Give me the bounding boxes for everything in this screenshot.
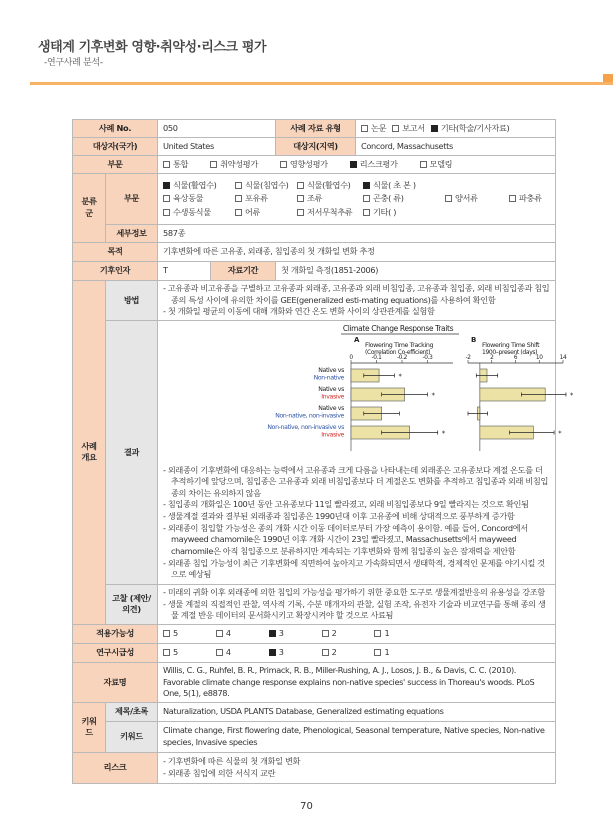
checkbox-option-label: 2 xyxy=(331,647,337,658)
label-target-region: 대상지(지역) xyxy=(276,138,356,156)
checkbox-option xyxy=(392,123,425,135)
checkbox-option xyxy=(297,180,363,192)
bullet-text: 첫 개화일 평균의 이동에 대해 개화와 연간 온도 변화 사이의 상관관계를 실험함 xyxy=(167,306,435,317)
checkbox-option xyxy=(445,180,509,192)
label-result: 결과 xyxy=(106,320,158,584)
bullet-item xyxy=(163,523,550,558)
document-header-subtitle: -연구사례 분석- xyxy=(44,58,103,68)
checkbox-option-label: 식물(활엽수) xyxy=(307,179,351,190)
label-applicability: 적용가능성 xyxy=(73,624,158,643)
x-tick-label: 10 xyxy=(535,354,543,361)
checked-box-icon xyxy=(350,161,357,168)
checkbox-option-label: 저서무척추류 xyxy=(307,206,353,217)
document-header-title: 생태계 기후변화 영향·취약성·리스크 평가 xyxy=(38,40,267,55)
label-target-country: 대상자(국가) xyxy=(73,138,158,156)
checkbox-option xyxy=(163,180,235,192)
unchecked-box-icon xyxy=(322,630,329,637)
significance-marker: * xyxy=(441,429,445,438)
significance-marker: * xyxy=(569,391,573,400)
bullet-dash: - xyxy=(163,511,168,522)
header-rule xyxy=(30,82,613,85)
x-tick-label: 2 xyxy=(490,354,494,361)
checkbox-option-label: 3 xyxy=(278,628,284,639)
checkbox-option xyxy=(216,647,231,659)
checkbox-option-label: 통합 xyxy=(173,158,189,169)
checkbox-option xyxy=(269,647,284,659)
bullet-item xyxy=(163,587,550,599)
label-discussion-text: 고찰 (제안/의견) xyxy=(112,592,151,615)
checkbox-option xyxy=(431,123,510,135)
checkbox-option-label: 4 xyxy=(225,628,231,639)
unchecked-box-icon xyxy=(210,161,217,168)
checkbox-option xyxy=(322,647,337,659)
bullet-text: 외래종 침입 가능성이 최근 기후변화에 직면하여 높아지고 가속화되면서 생태학적, 경제적인 문제를 야기시킬 것으로 예상됨 xyxy=(167,557,545,580)
checkbox-option xyxy=(509,180,559,192)
bullet-text: 외래종이 기후변화에 대응하는 능력에서 고유종과 크게 다름을 나타내는데 외래종은 고유종보다 계절 온도를 더 추적하기에 앞당으며, 침입종은 고유종과 외래 비침입종보다 더 계절온도 변화를 추적하고 침입종과 외래 비침입종의 차이는 유의하지 않음 xyxy=(167,464,549,498)
case-table xyxy=(72,119,573,784)
bullet-item xyxy=(163,599,550,622)
significance-marker: * xyxy=(558,429,562,438)
unchecked-box-icon xyxy=(163,195,170,202)
category-label-line: Native vs xyxy=(318,404,344,412)
panel-title: Flowering Time Tracking xyxy=(365,341,434,349)
checkbox-option xyxy=(216,628,231,640)
label-reference: 자료명 xyxy=(73,662,158,702)
label-sector: 부문 xyxy=(73,156,158,174)
classification-options xyxy=(158,174,556,225)
checkbox-option xyxy=(235,193,297,205)
label-classification: 분류군 xyxy=(73,174,106,243)
checkbox-option-label: 식물(침엽수) xyxy=(245,179,289,190)
bullet-dash: - xyxy=(163,598,168,609)
checkbox-option-label: 어류 xyxy=(245,206,261,217)
bullet-text: 생물계절 결과와 결부된 외래종과 침입종은 1990년대 이후 고유종에 비해 상대적으로 풍부하게 증가함 xyxy=(167,511,515,522)
panel-letter: A xyxy=(354,335,360,344)
checkbox-option xyxy=(163,207,235,219)
urgency-options xyxy=(158,643,556,662)
bullet-item xyxy=(163,756,550,768)
label-case-no: 사례 No. xyxy=(73,120,158,138)
checkbox-option xyxy=(235,207,297,219)
target-region-value: Concord, Massachusetts xyxy=(356,138,556,156)
bullet-item xyxy=(163,558,550,581)
bullet-text: 미래의 귀화 이후 외래종에 의한 침입의 가능성을 평가하기 위한 중요한 도구로 생물계절반응의 유용성을 강조함 xyxy=(167,586,545,597)
checkbox-option-label: 리스크평가 xyxy=(359,158,398,169)
label-risk: 리스크 xyxy=(73,752,158,783)
checkbox-option-label: 논문 xyxy=(371,122,387,133)
unchecked-box-icon xyxy=(374,649,381,656)
checkbox-option-label: 영향성평가 xyxy=(289,158,328,169)
climate-factor-value: T xyxy=(158,262,211,281)
checkbox-option-label: 보고서 xyxy=(402,122,425,133)
checkbox-option xyxy=(363,180,445,192)
unchecked-box-icon xyxy=(235,182,242,189)
checkbox-option-label: 곤충( 류) xyxy=(373,193,404,204)
x-tick-label: -2 xyxy=(465,354,471,361)
bullet-text: 외래종 침입에 의한 서식지 교란 xyxy=(167,767,276,778)
unchecked-box-icon xyxy=(163,649,170,656)
category-label-line: Invasive xyxy=(321,393,344,401)
checkbox-option xyxy=(163,647,178,659)
checkbox-option-label: 조류 xyxy=(307,193,323,204)
unchecked-box-icon xyxy=(297,209,304,216)
checkbox-option-label: 3 xyxy=(278,647,284,658)
bullet-item xyxy=(163,499,550,511)
detail-value: 587종 xyxy=(158,225,556,243)
case-no-value: 050 xyxy=(158,120,276,138)
unchecked-box-icon xyxy=(392,125,399,132)
checkbox-option xyxy=(350,159,398,171)
checkbox-option xyxy=(163,628,178,640)
checkbox-option-label: 식물(활엽수) xyxy=(173,179,217,190)
label-case-summary: 사례 개요 xyxy=(73,281,106,625)
page-number: 70 xyxy=(300,801,313,812)
applicability-options xyxy=(158,624,556,643)
checkbox-option-label: 1 xyxy=(384,647,390,658)
checkbox-option-label: 기타(학술/기사자료) xyxy=(440,122,510,133)
unchecked-box-icon xyxy=(235,195,242,202)
checkbox-option xyxy=(363,193,445,205)
checkbox-option xyxy=(445,193,509,205)
bullet-dash: - xyxy=(163,306,168,317)
risk-content xyxy=(158,752,556,783)
sector-options xyxy=(158,156,556,174)
bullet-item xyxy=(163,465,550,500)
unchecked-box-icon xyxy=(235,209,242,216)
checkbox-option-label: 육상동물 xyxy=(173,193,204,204)
checkbox-option-label: 5 xyxy=(173,628,178,639)
checked-box-icon xyxy=(163,182,170,189)
unchecked-box-icon xyxy=(297,182,304,189)
label-class-sector: 부문 xyxy=(106,174,158,225)
bullet-dash: - xyxy=(163,522,168,533)
checkbox-option xyxy=(509,193,559,205)
label-climate-factor: 기후인자 xyxy=(73,262,158,281)
bullet-item xyxy=(163,511,550,523)
checkbox-option-label: 수생동식물 xyxy=(173,206,211,217)
checkbox-option xyxy=(361,123,386,135)
unchecked-box-icon xyxy=(322,649,329,656)
bullet-text: 외래종이 침입할 가능성은 종의 개화 시간 이동 데이터로부터 가장 예측이 용이함. 예를 들어, Concord에서 mayweed chamomile은 1990년 이후 개화 시간이 23일 빨라졌고, Massachusetts에서 mayweed chamomile은 아직 침입종으로 분류하지만 계속되는 기후변화와 함께 침입종의 높은 잠재력을 제안함 xyxy=(167,522,528,557)
checkbox-option xyxy=(269,628,284,640)
category-label-line: Non-native, non-invasive xyxy=(275,412,344,420)
bullet-item xyxy=(163,306,550,318)
panel-title: Flowering Time Shift xyxy=(482,341,540,349)
method-content xyxy=(158,281,556,321)
x-tick-label: 6 xyxy=(513,354,518,361)
keywords-value: Climate change, First flowering date, Phenological, Seasonal temperature, Native species, Non-native species, Invasive species xyxy=(158,721,556,752)
panel-letter: B xyxy=(471,335,476,344)
x-tick-label: 14 xyxy=(559,354,567,361)
unchecked-box-icon xyxy=(216,649,223,656)
bullet-text: 침입종의 개화일은 100년 동안 고유종보다 11일 빨라졌고, 외래 비침입종보다 9일 빨라지는 것으로 확인됨 xyxy=(167,499,529,510)
label-detail: 세부정보 xyxy=(106,225,158,243)
unchecked-box-icon xyxy=(280,161,287,168)
bullet-item xyxy=(163,283,550,306)
x-tick-label: 0 xyxy=(349,354,353,361)
checkbox-option xyxy=(163,159,188,171)
checkbox-option xyxy=(235,180,297,192)
bullet-dash: - xyxy=(163,283,168,293)
checkbox-option-label: 4 xyxy=(225,647,231,658)
category-label-line: Invasive xyxy=(321,431,344,439)
checkbox-option-label: 2 xyxy=(331,628,337,639)
climate-response-chart xyxy=(163,323,573,455)
checkbox-option-label: 5 xyxy=(173,647,178,658)
bullet-dash: - xyxy=(163,464,168,475)
checkbox-option-label: 양서류 xyxy=(455,193,478,204)
category-label-line: Non-native xyxy=(313,374,344,382)
category-label-line: Native vs xyxy=(318,366,344,374)
unchecked-box-icon xyxy=(374,630,381,637)
checked-box-icon xyxy=(269,649,276,656)
unchecked-box-icon xyxy=(363,209,370,216)
significance-marker: * xyxy=(398,372,402,381)
checked-box-icon xyxy=(363,182,370,189)
label-data-period: 자료기간 xyxy=(211,262,276,281)
checkbox-option-label: 모델링 xyxy=(429,158,453,169)
bullet-text: 생물 계절의 직접적인 관찰, 역사적 기록, 수분 매개자의 관찰, 실험 조작, 유전자 기술과 비교연구를 통해 종의 생물 계절 반응 데이터의 문서화시키고 확장시켜야 할 것으로 사료됨 xyxy=(167,598,546,621)
checkbox-option-label: 포유류 xyxy=(245,193,268,204)
x-tick-label: -0.2 xyxy=(397,354,407,361)
panel-subtitle: (Correlation Co-efficient) xyxy=(365,348,431,356)
unchecked-box-icon xyxy=(420,161,427,168)
checkbox-option xyxy=(297,207,363,219)
checkbox-option-label: 기타( ) xyxy=(373,206,397,217)
bullet-dash: - xyxy=(163,557,168,568)
label-keyword: 키워드 xyxy=(73,702,106,752)
x-tick-label: -0.3 xyxy=(422,354,433,361)
result-content xyxy=(158,320,573,584)
figure-container xyxy=(163,321,573,465)
bullet-dash: - xyxy=(163,586,168,597)
keyword-title-value: Naturalization, USDA PLANTS Database, Generalized estimating equations xyxy=(158,702,556,721)
reference-value: Willis, C. G., Ruhfel, B. R., Primack, R. B., Miller-Rushing, A. J., Losos, J. B., & Davis, C. C. (2010). Favorable climate change response explains non-native species' success in Thoreau's woods. PLoS One, 5(1), e8878. xyxy=(158,662,556,702)
bullet-item xyxy=(163,768,550,780)
label-source-type: 사례 자료 유형 xyxy=(276,120,356,138)
checkbox-option-label: 취약성평가 xyxy=(220,158,258,169)
checkbox-option xyxy=(322,628,337,640)
discussion-content xyxy=(158,584,556,624)
label-discussion xyxy=(106,584,158,624)
checkbox-option-label: 1 xyxy=(384,628,390,639)
unchecked-box-icon xyxy=(163,209,170,216)
chart-title: Climate Change Response Traits xyxy=(342,323,454,333)
bullet-dash: - xyxy=(163,767,168,778)
label-method: 방법 xyxy=(106,281,158,321)
source-type-options xyxy=(356,120,556,138)
checkbox-option xyxy=(420,159,453,171)
checkbox-option xyxy=(297,193,363,205)
significance-marker: * xyxy=(431,391,435,400)
label-product-title: 제목/초록 xyxy=(106,702,158,721)
unchecked-box-icon xyxy=(163,161,170,168)
purpose-value: 기후변화에 따른 고유종, 외래종, 침입종의 첫 개화일 변화 추정 xyxy=(158,243,556,262)
panel-subtitle: 1900–present (days) xyxy=(482,348,538,356)
bullet-dash: - xyxy=(163,756,168,767)
checkbox-option xyxy=(210,159,258,171)
target-country-value: United States xyxy=(158,138,276,156)
label-urgency: 연구시급성 xyxy=(73,643,158,662)
data-period-value: 첫 개화일 측정(1851-2006) xyxy=(276,262,556,281)
checked-box-icon xyxy=(431,125,438,132)
unchecked-box-icon xyxy=(361,125,368,132)
unchecked-box-icon xyxy=(163,630,170,637)
bullet-dash: - xyxy=(163,499,168,510)
checkbox-option xyxy=(363,207,445,219)
checkbox-option xyxy=(280,159,328,171)
label-purpose: 목적 xyxy=(73,243,158,262)
checkbox-option xyxy=(163,193,235,205)
unchecked-box-icon xyxy=(509,195,516,202)
checked-box-icon xyxy=(269,630,276,637)
checkbox-option xyxy=(374,647,389,659)
checkbox-option xyxy=(374,628,389,640)
category-label-line: Native vs xyxy=(318,385,344,393)
checkbox-option-label: 식물( 초 본 ) xyxy=(373,179,416,190)
bullet-text: 기후변화에 따른 식물의 첫 개화일 변화 xyxy=(167,756,301,767)
unchecked-box-icon xyxy=(363,195,370,202)
x-tick-label: -0.1 xyxy=(371,354,382,361)
label-keywords: 키워드 xyxy=(106,721,158,752)
category-label-line: Non-native, non-invasive vs xyxy=(267,423,344,431)
unchecked-box-icon xyxy=(297,195,304,202)
checkbox-option-label: 파충류 xyxy=(519,193,542,204)
bullet-text: 고유종과 비고유종을 구별하고 고유종과 외래종, 고유종과 외래 비침입종, 고유종과 침입종, 외래 비침입종과 침입종의 특성 사이에 유의한 차이를 GEE(generalized esti-mating equations)를 사용하여 확인함 xyxy=(167,283,550,305)
unchecked-box-icon xyxy=(216,630,223,637)
unchecked-box-icon xyxy=(445,195,452,202)
